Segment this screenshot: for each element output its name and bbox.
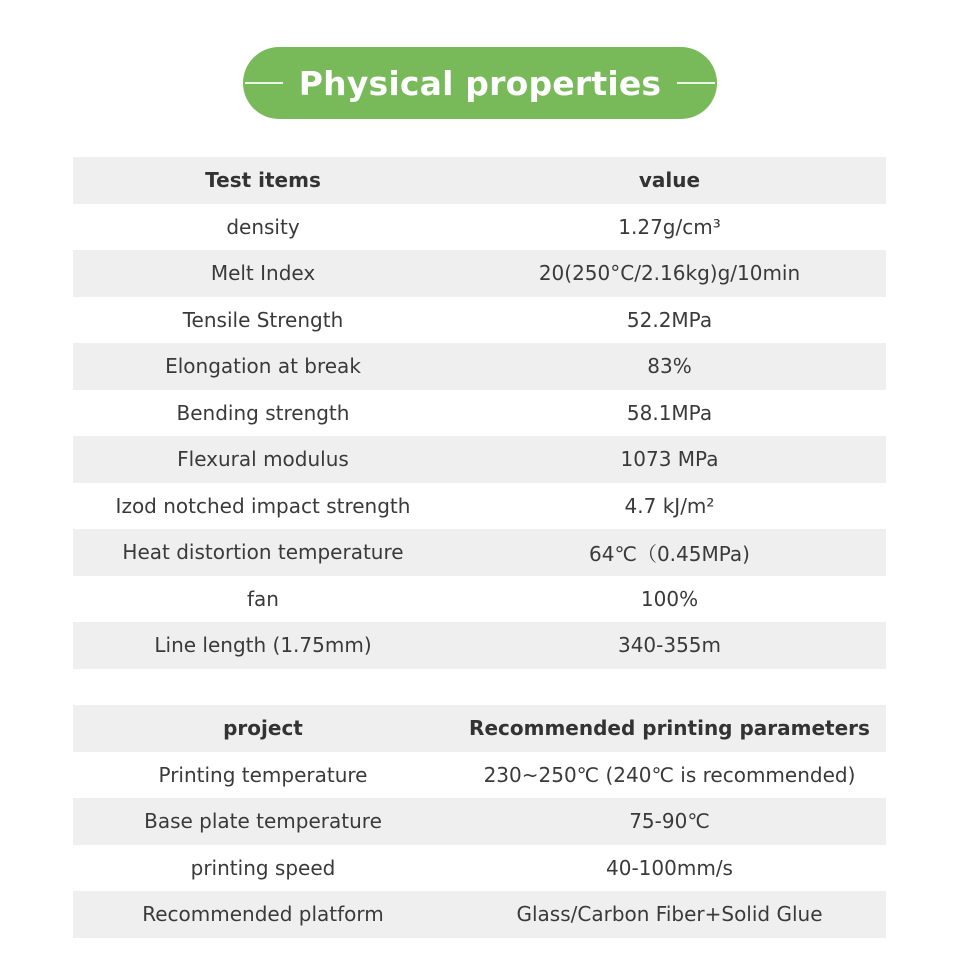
property-value: 100% [640, 586, 699, 611]
title-left-rule [245, 82, 283, 84]
table-row [73, 752, 886, 799]
property-value: 64℃（0.45MPa) [589, 541, 750, 566]
physical-properties-table [73, 157, 886, 669]
parameter-value: 40-100mm/s [606, 855, 733, 880]
property-name: Flexural modulus [177, 447, 349, 472]
parameter-value: Glass/Carbon Fiber+Solid Glue [516, 902, 823, 927]
property-name: Line length (1.75mm) [154, 633, 372, 658]
property-value: 52.2MPa [626, 307, 713, 332]
section-title-banner [243, 47, 717, 119]
property-name: fan [247, 586, 279, 611]
property-name: Bending strength [176, 400, 350, 425]
parameter-value: 230~250℃ (240℃ is recommended) [483, 762, 856, 787]
table-row [73, 891, 886, 938]
table-header-row [73, 705, 886, 752]
table-row [73, 343, 886, 390]
property-name: Heat distortion temperature [122, 540, 404, 565]
property-name: density [226, 214, 300, 239]
parameter-name: Printing temperature [158, 762, 368, 787]
table-row [73, 204, 886, 251]
table-header-row [73, 157, 886, 204]
parameter-value: 75-90℃ [629, 809, 710, 834]
property-value: 20(250°C/2.16kg)g/10min [538, 261, 801, 286]
property-value: 4.7 kJ/m² [624, 493, 715, 518]
parameter-name: printing speed [190, 855, 336, 880]
printing-parameters-table [73, 705, 886, 938]
property-value: 58.1MPa [626, 400, 713, 425]
property-name: Elongation at break [165, 354, 361, 379]
property-value: 83% [647, 354, 692, 379]
table-row [73, 250, 886, 297]
column-header-value: value [638, 168, 701, 193]
property-name: Melt Index [210, 261, 316, 286]
table-row [73, 297, 886, 344]
column-header-test-items: Test items [205, 168, 321, 193]
table-row [73, 390, 886, 437]
table-row [73, 798, 886, 845]
column-header-project: project [223, 716, 303, 741]
property-value: 340-355m [617, 633, 722, 658]
table-row [73, 576, 886, 623]
parameter-name: Base plate temperature [144, 809, 382, 834]
table-row [73, 529, 886, 576]
property-value: 1073 MPa [620, 447, 719, 472]
property-name: Izod notched impact strength [115, 493, 411, 518]
table-row [73, 622, 886, 669]
column-header-recommended-parameters: Recommended printing parameters [469, 716, 870, 741]
title-right-rule [677, 82, 715, 84]
table-row [73, 483, 886, 530]
parameter-name: Recommended platform [142, 902, 384, 927]
table-row [73, 436, 886, 483]
page-title: Physical properties [298, 63, 662, 103]
property-value: 1.27g/cm³ [618, 214, 721, 239]
property-name: Tensile Strength [182, 307, 344, 332]
table-row [73, 845, 886, 892]
